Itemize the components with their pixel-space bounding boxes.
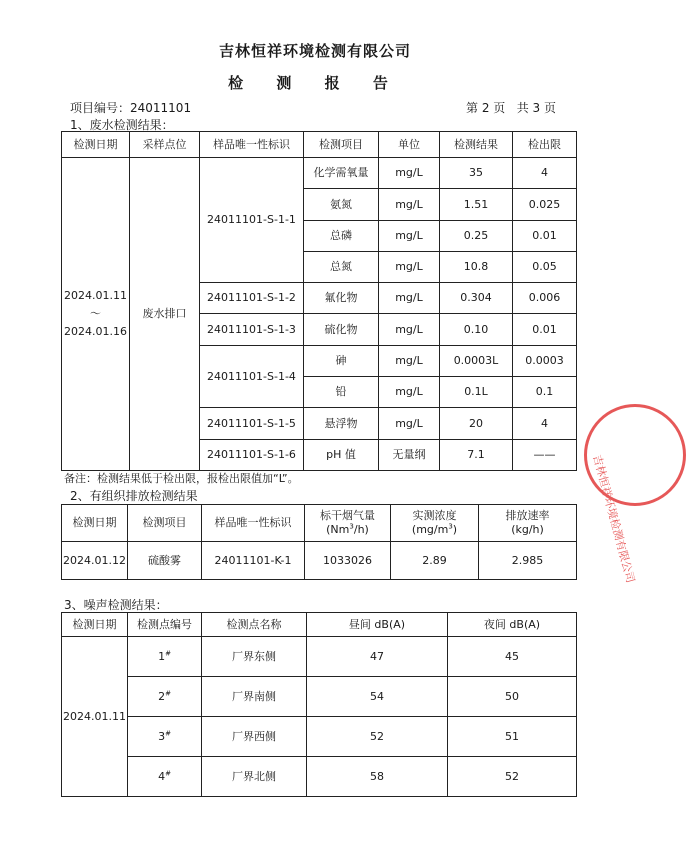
header-cell: 检测日期 — [62, 505, 128, 542]
date-cell — [62, 158, 130, 471]
header-cell: 检测项目 — [304, 132, 379, 158]
date-sep: ～ — [90, 307, 101, 321]
limit-cell: 0.0003 — [513, 345, 577, 376]
item-cell: 总磷 — [304, 220, 379, 251]
conc-header-unit: (mg/m — [411, 523, 449, 536]
table-header-row — [62, 132, 577, 158]
sample-id-cell: 24011101-S-1-4 — [200, 345, 304, 408]
result-cell: 1.51 — [440, 189, 513, 220]
flow-header-cell — [305, 505, 391, 542]
point-name-cell: 厂界西侧 — [202, 717, 307, 757]
unit-cell: mg/L — [379, 220, 440, 251]
flow-header-tail: /h) — [353, 523, 369, 536]
sample-id-cell: 24011101-S-1-3 — [200, 314, 304, 345]
rate-header-unit: (kg/h) — [511, 523, 544, 536]
rate-header-cell — [479, 505, 577, 542]
table-row — [62, 717, 577, 757]
table-header-row — [62, 613, 577, 637]
date-cell: 2024.01.11 — [62, 637, 128, 797]
result-cell: 0.1L — [440, 377, 513, 408]
section1-title: 1、废水检测结果： — [70, 118, 174, 132]
header-cell: 单位 — [379, 132, 440, 158]
flow-header-unit: (Nm — [326, 523, 350, 536]
date-start: 2024.01.11 — [64, 289, 127, 303]
limit-cell: 4 — [513, 158, 577, 189]
result-cell: 0.25 — [440, 220, 513, 251]
unit-cell: mg/L — [379, 314, 440, 345]
report-title: 检 测 报 告 — [228, 74, 402, 92]
day-value-cell: 52 — [307, 717, 448, 757]
item-cell: 硫化物 — [304, 314, 379, 345]
unit-cell: mg/L — [379, 377, 440, 408]
header-cell: 夜间 dB(A) — [448, 613, 577, 637]
table-header-row — [62, 505, 577, 542]
unit-cell: mg/L — [379, 345, 440, 376]
point-no-cell — [128, 757, 202, 797]
company-name: 吉林恒祥环境检测有限公司 — [218, 42, 411, 60]
header-cell: 检测日期 — [62, 132, 130, 158]
sample-id-cell: 24011101-S-1-1 — [200, 158, 304, 283]
wastewater-table — [61, 131, 577, 471]
rate-cell: 2.985 — [479, 542, 577, 580]
location-cell: 废水排口 — [130, 158, 200, 471]
conc-header-line1: 实测浓度 — [412, 509, 457, 523]
header-cell: 检测结果 — [440, 132, 513, 158]
header-cell: 样品唯一性标识 — [200, 132, 304, 158]
page-info: 第 2 页 共 3 页 — [466, 101, 556, 115]
table-row — [62, 158, 577, 189]
header-cell: 检测点编号 — [128, 613, 202, 637]
conc-header-sup: 3 — [448, 522, 453, 531]
point-no-sup: # — [165, 648, 171, 657]
sample-id-cell: 24011101-S-1-2 — [200, 283, 304, 314]
section1-note: 备注：检测结果低于检出限，报检出限值加“L”。 — [64, 472, 299, 485]
item-cell: 悬浮物 — [304, 408, 379, 439]
section2-title: 2、有组织排放检测结果 — [70, 489, 198, 503]
day-value-cell: 58 — [307, 757, 448, 797]
point-name-cell: 厂界北侧 — [202, 757, 307, 797]
header-cell: 昼间 dB(A) — [307, 613, 448, 637]
item-cell: 氨氮 — [304, 189, 379, 220]
unit-cell: mg/L — [379, 189, 440, 220]
result-cell: 10.8 — [440, 251, 513, 282]
night-value-cell: 50 — [448, 677, 577, 717]
seal-text: 吉林恒祥环境检测有限公司 — [590, 453, 637, 585]
table-row — [62, 757, 577, 797]
item-cell: 化学需氧量 — [304, 158, 379, 189]
point-no-sup: # — [165, 768, 171, 777]
flow-header-line1: 标干烟气量 — [320, 509, 375, 523]
result-cell: 0.0003L — [440, 345, 513, 376]
result-cell: 0.10 — [440, 314, 513, 345]
project-number: 项目编号：24011101 — [70, 101, 192, 115]
header-cell: 检测日期 — [62, 613, 128, 637]
section3-title: 3、噪声检测结果： — [64, 598, 168, 612]
result-cell: 20 — [440, 408, 513, 439]
flow-header-sup: 3 — [349, 522, 354, 531]
result-cell: 35 — [440, 158, 513, 189]
result-cell: 0.304 — [440, 283, 513, 314]
rate-header-line1: 排放速率 — [505, 509, 550, 523]
limit-cell: 0.01 — [513, 314, 577, 345]
point-no-sup: # — [165, 728, 171, 737]
item-cell: 总氮 — [304, 251, 379, 282]
conc-header-tail: ) — [452, 523, 458, 536]
conc-cell: 2.89 — [391, 542, 479, 580]
table-row — [62, 677, 577, 717]
day-value-cell: 47 — [307, 637, 448, 677]
item-cell: 氟化物 — [304, 283, 379, 314]
unit-cell: mg/L — [379, 251, 440, 282]
item-cell: 铅 — [304, 377, 379, 408]
point-no-cell — [128, 677, 202, 717]
limit-cell: 0.025 — [513, 189, 577, 220]
item-cell: pH 值 — [304, 439, 379, 470]
header-cell: 检出限 — [513, 132, 577, 158]
official-seal — [584, 404, 686, 585]
point-no: 3 — [158, 729, 166, 743]
sample-cell: 24011101-K-1 — [202, 542, 305, 580]
sample-id-cell: 24011101-S-1-5 — [200, 408, 304, 439]
table-row — [62, 637, 577, 677]
unit-cell: 无量纲 — [379, 439, 440, 470]
header-cell: 样品唯一性标识 — [202, 505, 305, 542]
unit-cell: mg/L — [379, 283, 440, 314]
unit-cell: mg/L — [379, 408, 440, 439]
point-no: 1 — [158, 649, 166, 663]
sample-id-cell: 24011101-S-1-6 — [200, 439, 304, 470]
limit-cell: 4 — [513, 408, 577, 439]
emission-table — [61, 504, 577, 580]
point-no-sup: # — [165, 688, 171, 697]
item-cell: 砷 — [304, 345, 379, 376]
conc-header-cell — [391, 505, 479, 542]
flow-cell: 1033026 — [305, 542, 391, 580]
header-cell: 检测点名称 — [202, 613, 307, 637]
limit-cell: 0.05 — [513, 251, 577, 282]
day-value-cell: 54 — [307, 677, 448, 717]
point-no: 2 — [158, 689, 166, 703]
date-cell: 2024.01.12 — [62, 542, 128, 580]
table-row — [62, 542, 577, 580]
date-end: 2024.01.16 — [64, 324, 127, 338]
result-cell: 7.1 — [440, 439, 513, 470]
noise-table — [61, 612, 577, 797]
night-value-cell: 45 — [448, 637, 577, 677]
unit-cell: mg/L — [379, 158, 440, 189]
point-name-cell: 厂界南侧 — [202, 677, 307, 717]
item-cell: 硫酸雾 — [128, 542, 202, 580]
limit-cell: —— — [513, 439, 577, 470]
header-cell: 采样点位 — [130, 132, 200, 158]
point-name-cell: 厂界东侧 — [202, 637, 307, 677]
header-cell: 检测项目 — [128, 505, 202, 542]
limit-cell: 0.006 — [513, 283, 577, 314]
night-value-cell: 51 — [448, 717, 577, 757]
point-no-cell — [128, 717, 202, 757]
point-no: 4 — [158, 769, 166, 783]
night-value-cell: 52 — [448, 757, 577, 797]
point-no-cell — [128, 637, 202, 677]
limit-cell: 0.1 — [513, 377, 577, 408]
limit-cell: 0.01 — [513, 220, 577, 251]
